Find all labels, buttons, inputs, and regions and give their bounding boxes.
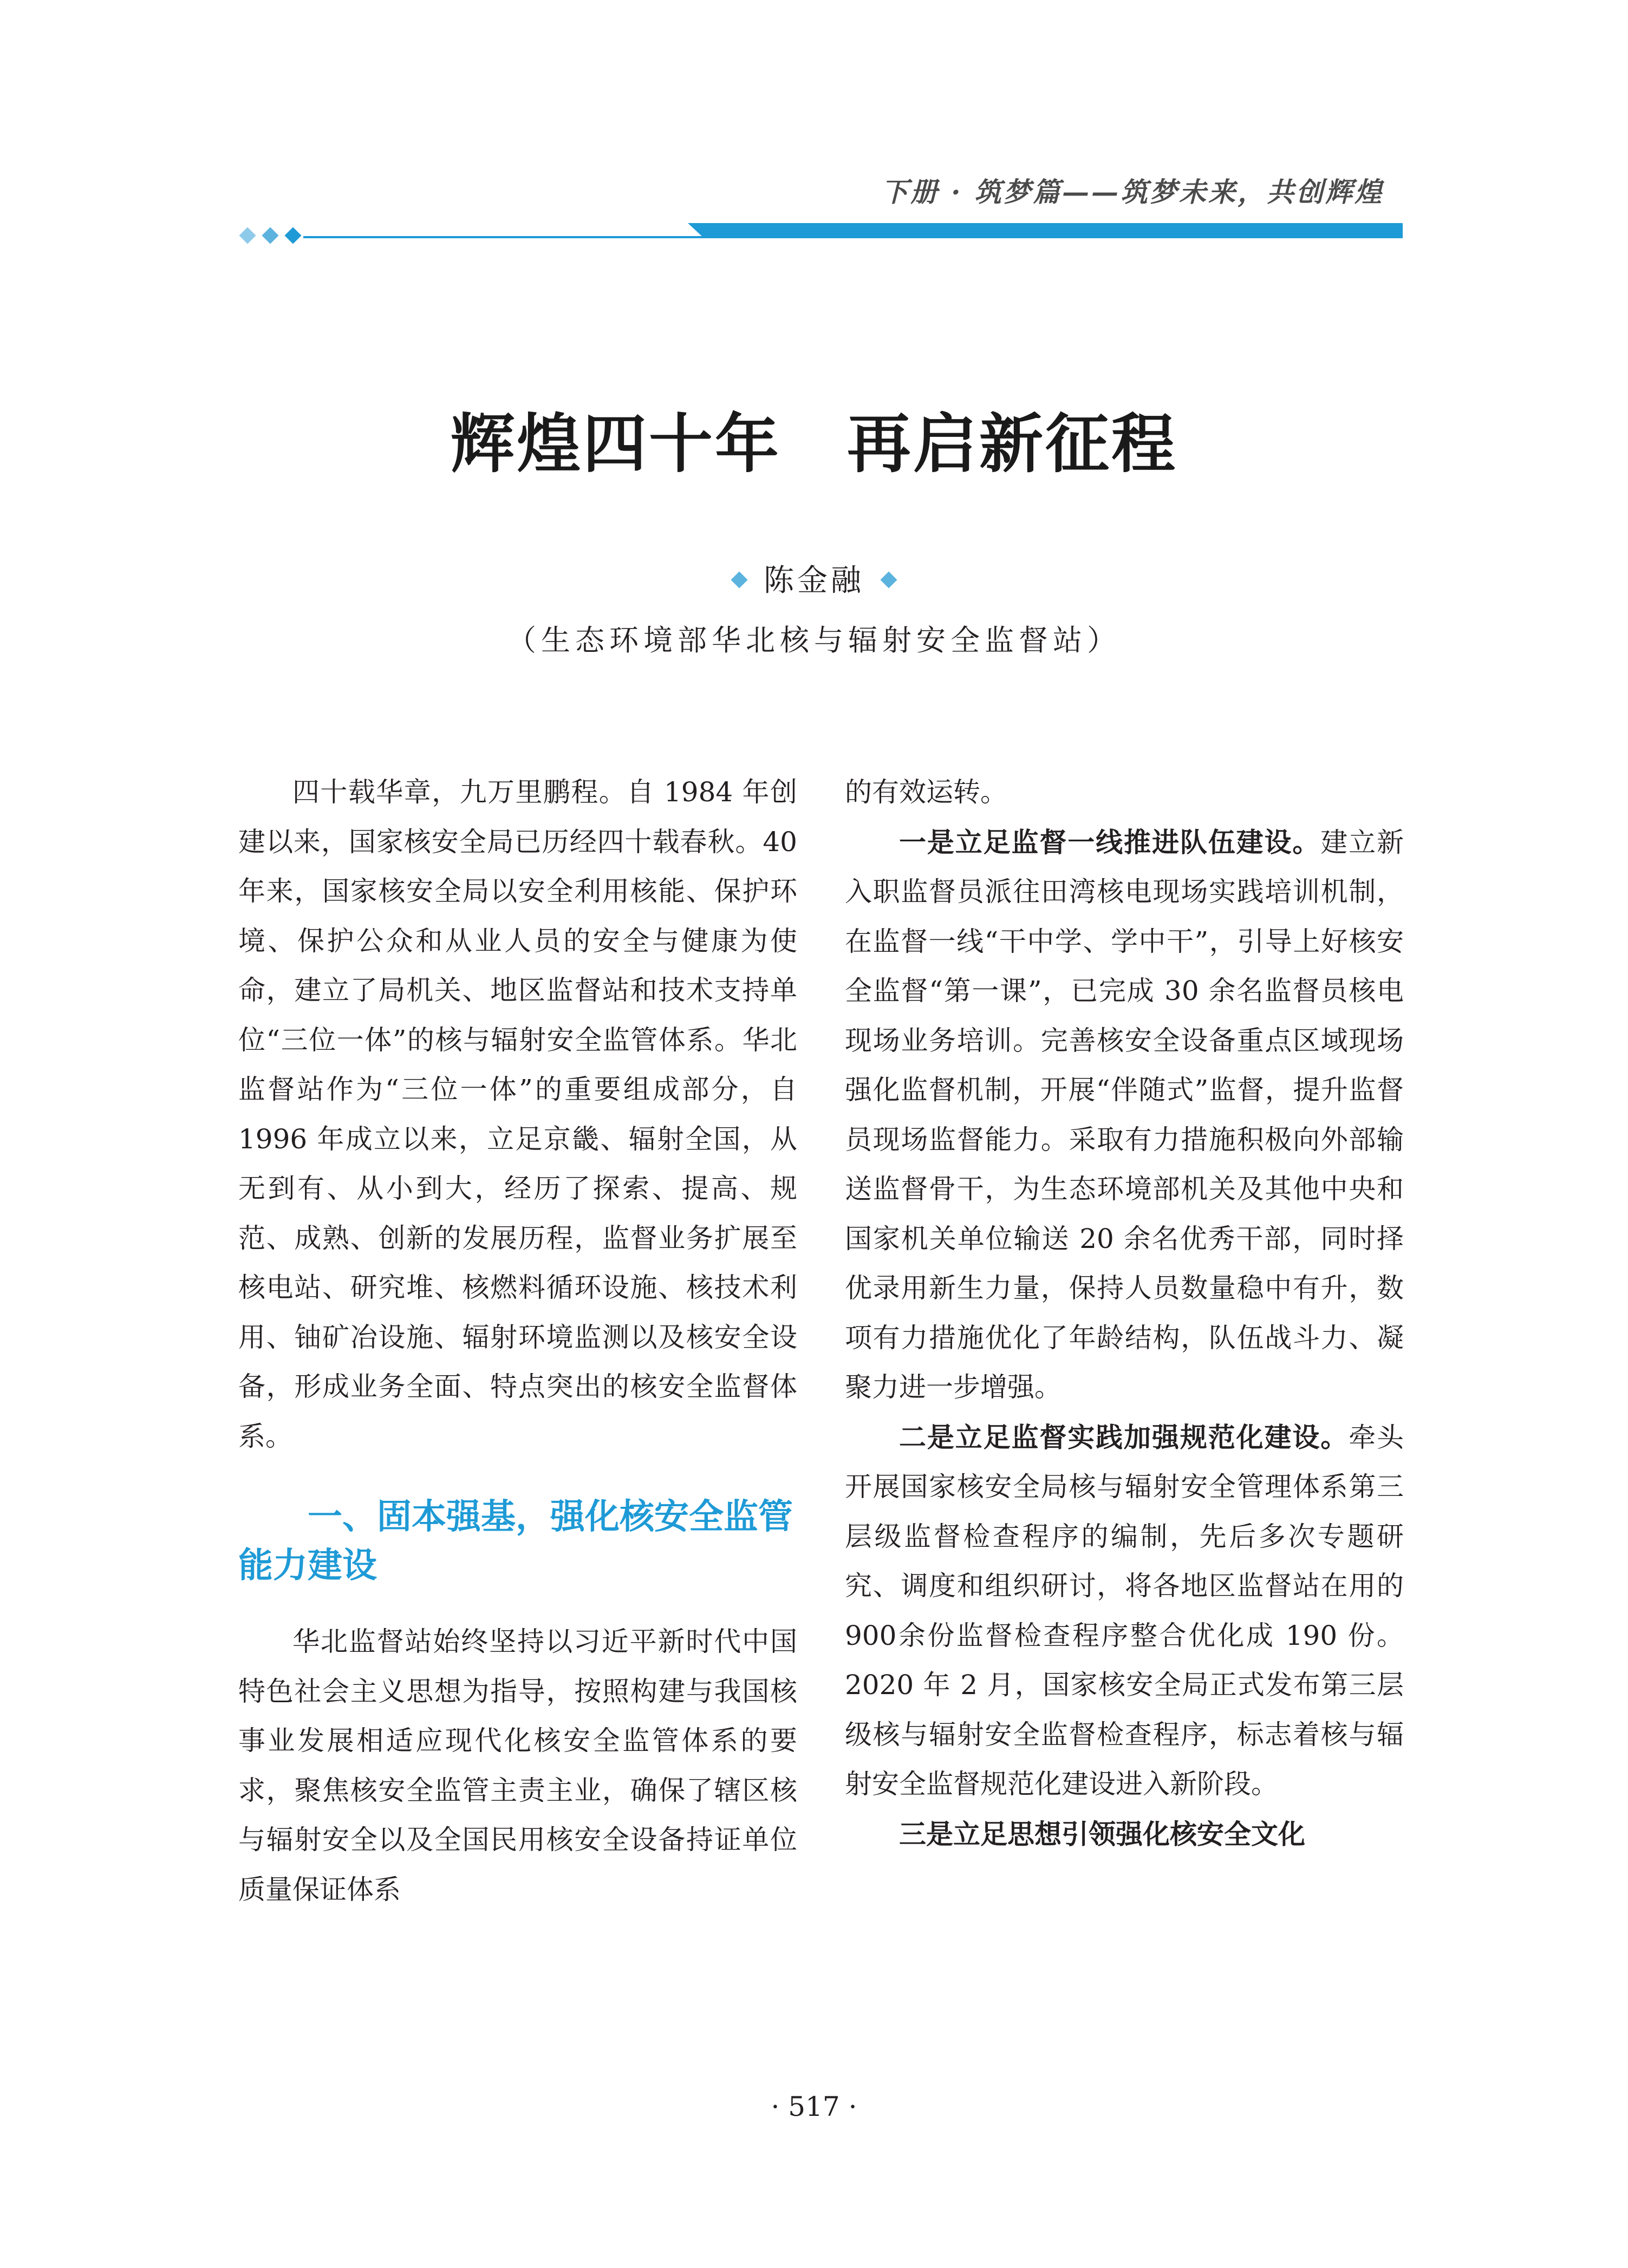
left-column: [238, 768, 797, 1914]
author-name: 陈金融: [764, 563, 864, 598]
section-paragraph: 华北监督站始终坚持以习近平新时代中国特色社会主义思想为指导，按照构建与我国核事业发展相适应现代化核安全监管体系的要求，聚焦核安全监管主责主业，确保了辖区核与辐射安全以及全国民用核安全设备持证单位质量保证体系: [238, 1626, 797, 1905]
author-line: [0, 557, 1628, 600]
header-thick-band: [688, 223, 1403, 238]
diamond-markers: [239, 227, 301, 244]
right-column: [845, 768, 1404, 1859]
header-rule: [0, 0, 1628, 271]
author-affiliation: （生态环境部华北核与辐射安全监督站）: [507, 623, 1121, 657]
diamond-icon: [239, 227, 256, 244]
continuation-paragraph: 的有效运转。: [845, 776, 1007, 808]
article-title: 辉煌四十年 再启新征程: [450, 406, 1177, 481]
intro-paragraph: 四十载华章，九万里鹏程。自 1984 年创建以来，国家核安全局已历经四十载春秋。40 年来，国家核安全局以安全利用核能、保护环境、保护公众和从业人员的安全与健康为使命，建立了局机关、地区监督站和技术支持单位“三位一体”的核与辐射安全监管体系。华北监督站作为“三位一体”的重要组成部分，自 1996 年成立以来，立足京畿、辐射全国，从无到有、从小到大，经历了探索、提高、规范、成熟、创新的发展历程，监督业务扩展至核电站、研究堆、核燃料循环设施、核技术利用、铀矿冶设施、辐射环境监测以及核安全设备，形成业务全面、特点突出的核安全监督体系。: [238, 776, 797, 1452]
diamond-icon: [284, 227, 301, 244]
paragraph-two: [845, 1413, 1404, 1809]
paragraph-one: [845, 818, 1404, 1413]
page-number: · 517 ·: [771, 2091, 857, 2122]
paragraph-lead: 三是立足思想引领强化核安全文化: [899, 1818, 1305, 1850]
paragraph-body: 牵头开展国家核安全局核与辐射安全管理体系第三层级监督检查程序的编制，先后多次专题研究、调度和组织研讨，将各地区监督站在用的900余份监督检查程序整合优化成 190 份。2020 年 2 月，国家核安全局正式发布第三层级核与辐射安全监督检查程序，标志着核与辐射安全监督规范化建设进入新阶段。: [845, 1421, 1404, 1800]
diamond-icon: [731, 571, 747, 588]
paragraph-three: [845, 1809, 1404, 1860]
diamond-icon: [262, 227, 278, 244]
running-header-title: 下册 · 筑梦篇——筑梦未来，共创辉煌: [881, 176, 1384, 208]
diamond-icon: [880, 571, 897, 588]
section-heading: 一、固本强基，强化核安全监管能力建设: [238, 1496, 793, 1586]
paragraph-body: 建立新入职监督员派往田湾核电现场实践培训机制，在监督一线“干中学、学中干”，引导上好核安全监督“第一课”，已完成 30 余名监督员核电现场业务培训。完善核安全设备重点区域现场强化监督机制，开展“伴随式”监督，提升监督员现场监督能力。采取有力措施积极向外部输送监督骨干，为生态环境部机关及其他中央和国家机关单位输送 20 余名优秀干部，同时择优录用新生力量，保持人员数量稳中有升，数项有力措施优化了年龄结构，队伍战斗力、凝聚力进一步增强。: [845, 826, 1404, 1403]
paragraph-lead: 一是立足监督一线推进队伍建设。: [899, 826, 1321, 858]
paragraph-lead: 二是立足监督实践加强规范化建设。: [899, 1421, 1349, 1453]
